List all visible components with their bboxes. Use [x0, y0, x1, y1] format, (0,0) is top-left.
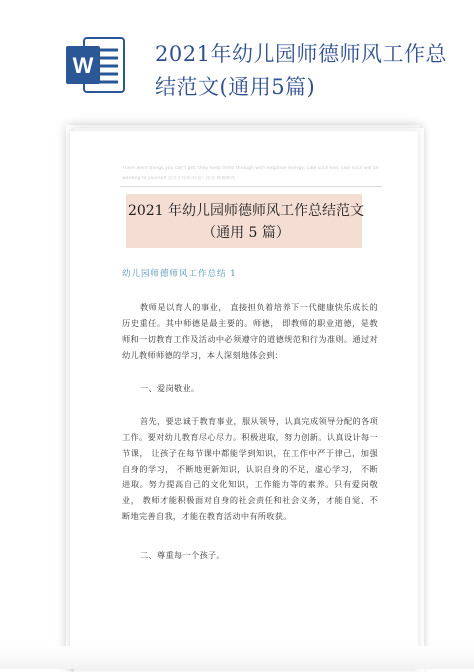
page-header-faint-tags: wanting to yourself 范文小作用 标签：范文 师德师风	[122, 176, 236, 181]
document-page	[70, 131, 418, 669]
paragraph-love-work: 首先，要忠诚于教育事业，服从领导，认真完成领导分配的各项工作。要对幼儿教育尽心尽力。积极进取，努力创新。认真设计每一节课， 让孩子在每节课中都能学到知识，在工作中严于律己，加强自身的学习， 不断地更新知识，认识自身的不足，虚心学习， 不断进取。努力提高自己的文化知识，工作能力等的素养。只有爱岗敬业， 教师才能积极面对自身的社会责任和社会义务，才能自觉、不断地完善自我，才能在教育活动中有所收获。	[122, 416, 378, 521]
document-header	[0, 0, 474, 118]
page-title: 2021 年幼儿园师德师风工作总结范文（通用 5 篇）	[127, 203, 365, 241]
paragraph-intro: 教师是以育人的事业， 直接担负着培养下一代健康快乐成长的历史重任。其中师德是最主要的。师德， 即教师的职业道德，是教师和一切教育工作及活动中必须遵守的道德规范和行为准则。通过对幼儿教师师德的学习，本人深刻地体会到：	[122, 302, 378, 360]
bottom-fade	[0, 646, 474, 669]
document-title: 2021年幼儿园师德师风工作总结范文(通用5篇)	[155, 42, 447, 99]
subheading-love-work: 一、爱岗敬业。	[140, 383, 200, 394]
header-divider	[120, 186, 382, 187]
subheading-respect-children: 二、尊重每一个孩子。	[140, 550, 225, 561]
word-doc-icon	[64, 34, 126, 96]
page-header-faint-text: There were things you can't get, they keep them through with negative energy, Like such line, Like such will be	[122, 166, 379, 171]
section-heading: 幼儿园师德师风工作总结 1	[122, 269, 237, 279]
word-icon-letter: W	[72, 53, 94, 78]
